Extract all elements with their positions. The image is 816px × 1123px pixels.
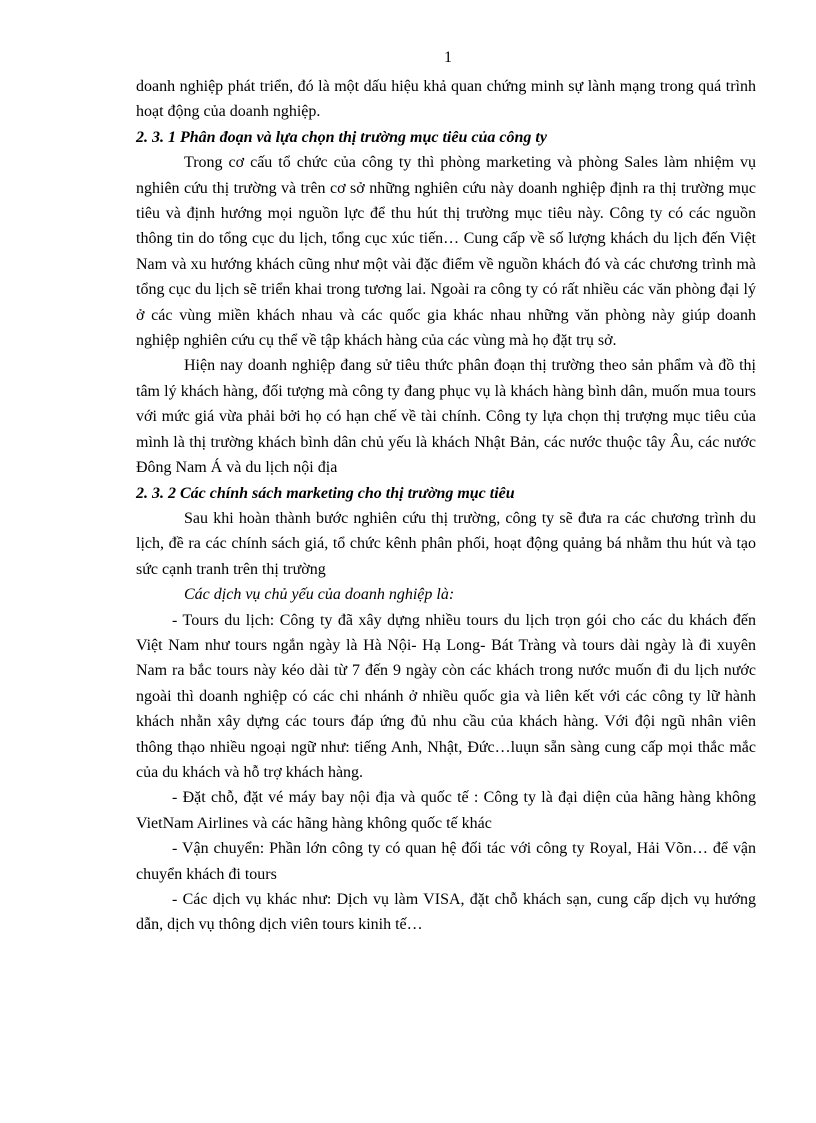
section-heading-2-3-1: 2. 3. 1 Phân đoạn và lựa chọn thị trường mục tiêu của công ty bbox=[136, 128, 547, 146]
paragraph-market-segmentation: Hiện nay doanh nghiệp đang sử tiêu thức phân đoạn thị trường theo sản phẩm và đồ thị tâm lý khách hàng, đối tượng mà công ty đang phục vụ là khách hàng bình dân, muốn mua tours với mức giá vừa phải bởi họ có hạn chế về tài chính. Công ty lựa chọn thị trượng mục tiêu của mình là thị trường khách bình dân chủ yếu là khách Nhật Bản, các nước thuộc tây Âu, các nước Đông Nam Á và du lịch nội địa bbox=[136, 357, 756, 477]
paragraph-market-research: Trong cơ cấu tổ chức của công ty thì phòng marketing và phòng Sales làm nhiệm vụ nghiên cứu thị trường và trên cơ sở những nghiên cứu này doanh nghiệp định ra thị trường mục tiêu và định hướng mọi nguồn lực để thu hút thị trường mục tiêu này. Công ty có các nguồn thông tin do tổng cục du lịch, tổng cục xúc tiến… Cung cấp về số lượng khách du lịch đến Việt Nam và xu hướng khách cũng như một vài đặc điểm về nguồn khách đó và các chương trình mà tổng cục du lịch sẽ triển khai trong tương lai. Ngoài ra công ty có rất nhiều các văn phòng đại lý ở các vùng miền khách nhau và các quốc gia khác nhau những văn phòng này giúp doanh nghiệp nghiên cứu cụ thể về tập khách hàng của các vùng mà họ đặt trụ sở. bbox=[136, 154, 756, 350]
list-item-other-services: - Các dịch vụ khác như: Dịch vụ làm VISA, đặt chỗ khách sạn, cung cấp dịch vụ hướng dẫn, dịch vụ thông dịch viên tours kinih tế… bbox=[136, 891, 756, 934]
paragraph-marketing-policies: Sau khi hoàn thành bước nghiên cứu thị trường, công ty sẽ đưa ra các chương trình du lịch, đề ra các chính sách giá, tổ chức kênh phân phối, hoạt động quảng bá nhằm thu hút và tạo sức cạnh tranh trên thị trường bbox=[136, 509, 756, 578]
document-body bbox=[136, 74, 756, 938]
list-item-transport: - Vận chuyển: Phần lớn công ty có quan hệ đối tác với công ty Royal, Hải Võn… để vận chuyển khách đi tours bbox=[136, 840, 756, 883]
list-item-flight-booking: - Đặt chỗ, đặt vé máy bay nội địa và quốc tế : Công ty là đại diện của hãng hàng không VietNam Airlines và các hãng hàng không quốc tế khác bbox=[136, 789, 756, 832]
services-subheading: Các dịch vụ chủ yếu của doanh nghiệp là: bbox=[184, 586, 455, 604]
list-item-tours: - Tours du lịch: Công ty đã xây dựng nhiều tours du lịch trọn gói cho các du khách đến Việt Nam như tours ngắn ngày là Hà Nội- Hạ Long- Bát Tràng và tours dài ngày là đi xuyên Nam ra bắc tours này kéo dài từ 7 đến 9 ngày còn các khách trong nước muốn đi du lịch nước ngoài thì doanh nghiệp có các chi nhánh ở nhiều quốc gia và liên kết với các công ty lữ hành khách nhằn xây dựng các tours đáp ứng đủ nhu cầu của khách hàng. Với đội ngũ nhân viên thông thạo nhiều ngoại ngữ như: tiếng Anh, Nhật, Đức…luụn sẵn sàng cung cấp mọi thắc mắc của du khách và hỗ trợ khách hàng. bbox=[136, 611, 756, 781]
page-number: 1 bbox=[444, 49, 452, 66]
section-heading-2-3-2: 2. 3. 2 Các chính sách marketing cho thị trường mục tiêu bbox=[136, 484, 515, 502]
paragraph-intro: doanh nghiệp phát triển, đó là một dấu hiệu khả quan chứng minh sự lành mạng trong quá trình hoạt động của doanh nghiệp. bbox=[136, 78, 756, 121]
